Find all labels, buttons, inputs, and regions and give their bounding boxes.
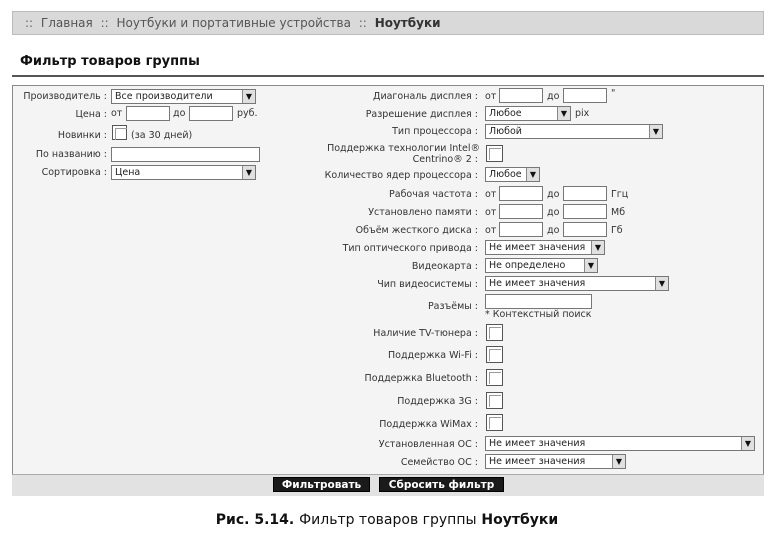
breadcrumb-separator: :: [358,16,367,30]
new-note: (за 30 дней) [131,130,193,141]
video-chip-value: Не имеет значения [489,278,586,289]
price-from-label: от [111,108,123,119]
sort-value: Цена [115,167,141,178]
os-family-label: Семейство ОС : [400,457,478,468]
resolution-label: Разрешение дисплея : [365,109,478,120]
diagonal-label: Диагональ дисплея : [373,91,478,102]
3g-label: Поддержка 3G : [397,396,478,407]
chevron-down-icon: ▼ [584,259,597,272]
ram-from-input[interactable] [499,204,543,219]
breadcrumb-separator: :: [25,16,34,30]
resolution-unit: pix [575,108,590,119]
hdd-to-label: до [547,225,560,236]
cpu-type-value: Любой [489,126,522,137]
new-checkbox[interactable] [112,125,127,140]
3g-checkbox[interactable] [486,392,503,409]
videocard-label: Видеокарта : [411,261,478,272]
os-family-select[interactable] [485,454,626,469]
caption-text: Фильтр товаров группы [299,512,477,528]
diagonal-from-label: от [485,91,497,102]
cpu-type-select[interactable] [485,124,663,139]
bluetooth-checkbox[interactable] [486,369,503,386]
freq-to-label: до [547,189,560,200]
diagonal-to-label: до [547,91,560,102]
cores-label: Количество ядер процессора : [324,170,478,181]
figure-caption [0,512,774,528]
centrino-checkbox[interactable] [486,145,503,162]
cpu-type-label: Тип процессора : [392,126,478,137]
cores-select[interactable] [485,167,540,182]
breadcrumb-category-link[interactable]: Ноутбуки и портативные устройства [116,16,351,30]
sort-select[interactable] [111,165,256,180]
ram-from-label: от [485,207,497,218]
optical-label: Тип оптического привода : [342,243,478,254]
tv-label: Наличие TV-тюнера : [373,328,478,339]
chevron-down-icon: ▼ [242,90,255,103]
chevron-down-icon: ▼ [612,455,625,468]
price-to-label: до [173,108,186,119]
wifi-checkbox[interactable] [486,346,503,363]
breadcrumb-home-link[interactable]: Главная [40,16,93,30]
price-label: Цена : [75,109,107,120]
freq-to-input[interactable] [563,186,607,201]
hdd-unit: Гб [611,225,623,236]
chevron-down-icon: ▼ [655,277,668,290]
os-value: Не имеет значения [489,438,586,449]
breadcrumb-separator: :: [100,16,109,30]
centrino-label-line2: Centrino® 2 : [412,154,478,165]
diagonal-from-input[interactable] [499,88,543,103]
caption-bold: Ноутбуки [481,512,559,528]
chevron-down-icon: ▼ [242,166,255,179]
chevron-down-icon: ▼ [557,107,570,120]
optical-select[interactable] [485,240,605,255]
freq-from-label: от [485,189,497,200]
caption-prefix: Рис. 5.14. [215,512,295,528]
hdd-label: Объём жесткого диска : [355,225,478,236]
ram-to-input[interactable] [563,204,607,219]
chevron-down-icon: ▼ [649,125,662,138]
ram-unit: Мб [611,207,626,218]
filter-button[interactable]: Фильтровать [273,477,370,492]
ports-label: Разъёмы : [427,301,478,312]
resolution-select[interactable] [485,106,571,121]
ram-to-label: до [547,207,560,218]
ram-label: Установлено памяти : [368,207,478,218]
price-from-input[interactable] [126,106,170,121]
hdd-to-input[interactable] [563,222,607,237]
diagonal-to-input[interactable] [563,88,607,103]
videocard-select[interactable] [485,258,598,273]
new-label: Новинки : [57,130,107,141]
optical-value: Не имеет значения [489,242,586,253]
byname-input[interactable] [111,147,260,162]
reset-filter-button[interactable]: Сбросить фильтр [379,477,504,492]
breadcrumb [12,11,764,35]
video-chip-label: Чип видеосистемы : [377,279,478,290]
manufacturer-value: Все производители [115,91,213,102]
title-divider [12,75,764,77]
hdd-from-input[interactable] [499,222,543,237]
wifi-label: Поддержка Wi-Fi : [388,350,478,361]
sort-label: Сортировка : [41,167,107,178]
wimax-label: Поддержка WiMax : [379,419,478,430]
freq-from-input[interactable] [499,186,543,201]
tv-checkbox[interactable] [486,324,503,341]
resolution-value: Любое [489,108,522,119]
diagonal-unit: " [611,88,616,99]
price-unit: руб. [237,108,258,119]
wimax-checkbox[interactable] [486,414,503,431]
os-label: Установленная ОС : [378,439,478,450]
videocard-value: Не определено [489,260,566,271]
ports-note: * Контекстный поиск [485,309,592,320]
manufacturer-select[interactable] [111,89,256,104]
os-select[interactable] [485,436,755,451]
centrino-label-line1: Поддержка технологии Intel® [327,143,480,154]
price-to-input[interactable] [189,106,233,121]
cores-value: Любое [489,169,522,180]
chevron-down-icon: ▼ [591,241,604,254]
chevron-down-icon: ▼ [526,168,539,181]
byname-label: По названию : [35,149,107,160]
ports-input[interactable] [485,294,592,309]
freq-label: Рабочая частота : [389,189,478,200]
os-family-value: Не имеет значения [489,456,586,467]
manufacturer-label: Производитель : [23,91,107,102]
chevron-down-icon: ▼ [741,437,754,450]
freq-unit: Ггц [611,189,629,200]
breadcrumb-current: Ноутбуки [374,16,441,30]
bluetooth-label: Поддержка Bluetooth : [364,373,478,384]
hdd-from-label: от [485,225,497,236]
video-chip-select[interactable] [485,276,669,291]
page-title: Фильтр товаров группы [20,54,200,69]
